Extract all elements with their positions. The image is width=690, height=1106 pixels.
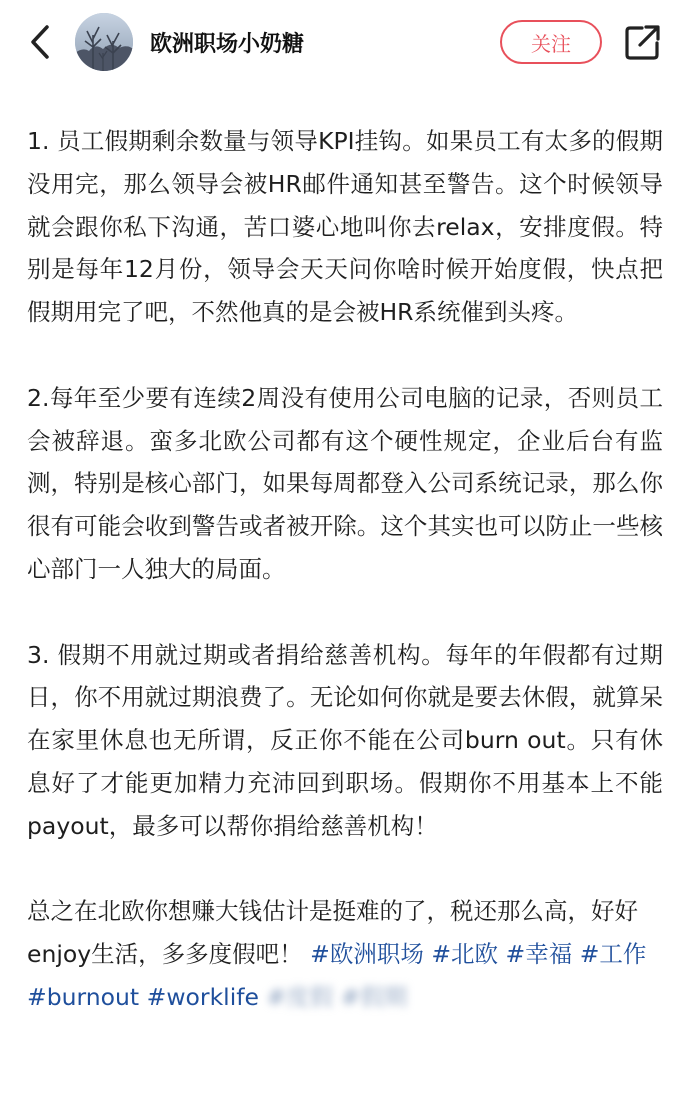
author-avatar[interactable]	[75, 13, 133, 71]
post-paragraph-2: 2.每年至少要有连续2周没有使用公司电脑的记录，否则员工会被辞退。蛮多北欧公司都有这个硬性规定，企业后台有监测，特别是核心部门，如果每周都登入公司系统记录，那么你很有可能会收到警告或者被开除。这个其实也可以防止一些核心部门一人独大的局面。	[27, 383, 663, 583]
post-body	[27, 120, 663, 1019]
hashtag-work[interactable]: #工作	[579, 940, 647, 969]
post-closing-text: 总之在北欧你想赚大钱估计是挺难的了，税还那么高，好好enjoy生活，多多度假吧！	[27, 897, 638, 969]
hashtag-worklife[interactable]: #worklife	[146, 982, 259, 1011]
share-external-icon	[622, 22, 662, 62]
post-header	[0, 0, 690, 88]
author-name[interactable]: 欧洲职场小奶糖	[150, 32, 305, 57]
post-paragraph-1: 1. 员工假期剩余数量与领导KPI挂钩。如果员工有太多的假期没用完，那么领导会被HR邮件通知甚至警告。这个时候领导就会跟你私下沟通，苦口婆心地叫你去relax，安排度假。特别是每年12月份，领导会天天问你啥时候开始度假，快点把假期用完了吧，不然他真的是会被HR系统催到头疼。	[27, 127, 663, 327]
hashtag-burnout[interactable]: #burnout	[27, 982, 140, 1011]
chevron-left-icon	[29, 24, 51, 60]
back-button[interactable]	[22, 22, 58, 62]
post-closing	[27, 890, 663, 1018]
hashtag-blurred-1[interactable]: #度假	[266, 982, 334, 1011]
share-button[interactable]	[622, 22, 662, 62]
hashtag-happiness[interactable]: #幸福	[505, 940, 573, 969]
hashtag-europe-workplace[interactable]: #欧洲职场	[310, 940, 424, 969]
hashtag-blurred-2[interactable]: #假期	[340, 982, 408, 1011]
post-paragraph-3: 3. 假期不用就过期或者捐给慈善机构。每年的年假都有过期日，你不用就过期浪费了。无论如何你就是要去休假，就算呆在家里休息也无所谓，反正你不能在公司burn out。只有休息好了才能更加精力充沛回到职场。假期你不用基本上不能payout，最多可以帮你捐给慈善机构！	[27, 640, 663, 840]
avatar-image	[75, 13, 133, 71]
follow-button[interactable]: 关注	[500, 20, 602, 64]
hashtag-nordic[interactable]: #北欧	[431, 940, 499, 969]
